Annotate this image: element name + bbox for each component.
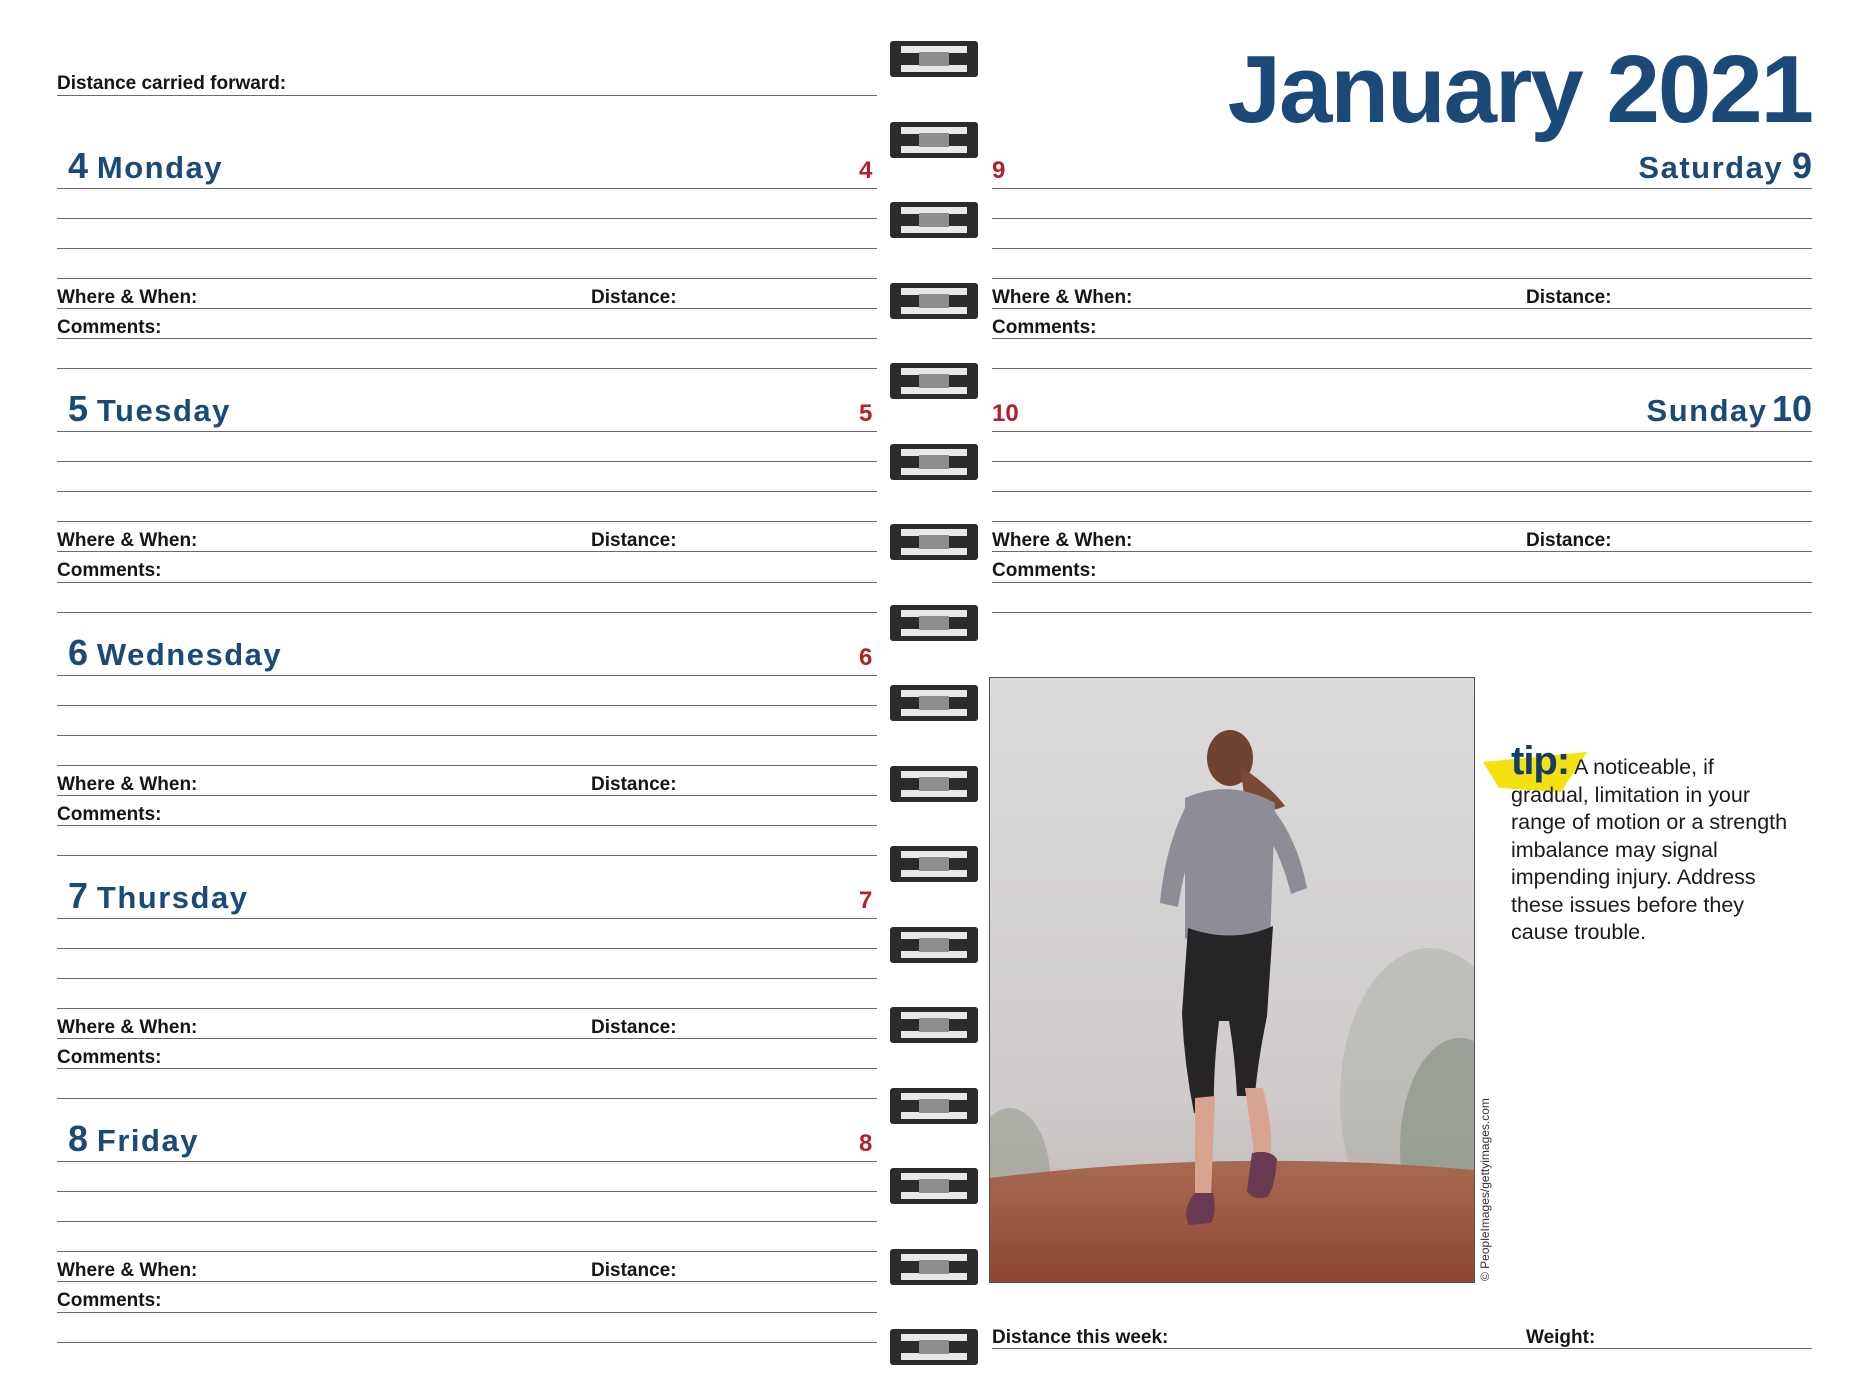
binding-coil [889, 923, 979, 967]
line [992, 582, 1812, 583]
line [57, 735, 877, 736]
line [57, 368, 877, 369]
binding-coil [889, 440, 979, 484]
comments-label: Comments: [57, 1290, 162, 1311]
binding-coil [889, 762, 979, 806]
day-number: 9 [1791, 145, 1812, 186]
edge-day-number: 7 [859, 887, 873, 914]
edge-day-number: 8 [859, 1130, 873, 1157]
runner-illustration [990, 678, 1474, 1282]
where-when-label: Where & When: [57, 1017, 198, 1038]
line [57, 431, 877, 432]
binding-coil [889, 1164, 979, 1208]
edge-day-number: 9 [992, 157, 1006, 184]
line [57, 461, 877, 462]
line [57, 1098, 877, 1099]
distance-label: Distance: [1526, 530, 1612, 551]
comments-label: Comments: [57, 804, 162, 825]
line [57, 1161, 877, 1162]
distance-label: Distance: [591, 1017, 677, 1038]
line [57, 765, 877, 766]
where-when-label: Where & When: [57, 774, 198, 795]
line [57, 705, 877, 706]
line [57, 1342, 877, 1343]
day-number: 10 [1771, 388, 1812, 429]
line [57, 825, 877, 826]
line [57, 918, 877, 919]
edge-day-number: 6 [859, 644, 873, 671]
binding-coil [889, 198, 979, 242]
line [57, 491, 877, 492]
line [57, 551, 877, 552]
binding-coil [889, 681, 979, 725]
line [992, 551, 1812, 552]
binding-coil [889, 359, 979, 403]
distance-label: Distance: [591, 530, 677, 551]
line [57, 1038, 877, 1039]
line [57, 1191, 877, 1192]
weight-label: Weight: [1526, 1327, 1596, 1348]
comments-label: Comments: [992, 317, 1097, 338]
line [57, 978, 877, 979]
line [992, 248, 1812, 249]
distance-label: Distance: [591, 774, 677, 795]
day-name: Wednesday [96, 637, 283, 672]
edge-day-number: 10 [992, 400, 1019, 427]
day-name: Friday [96, 1123, 199, 1158]
day-name: Monday [96, 150, 224, 185]
binding-coil [889, 1325, 979, 1369]
tip-text: A noticeable, if gradual, limitation in your range of motion or a strength imbalance may signal impending injury. Address these issues before they cause trouble. [1511, 755, 1788, 944]
line [57, 188, 877, 189]
tip-box [1489, 739, 1789, 947]
day-number: 6 [68, 632, 89, 673]
binding-coil [889, 118, 979, 162]
carried-forward-line [57, 95, 877, 96]
line [57, 582, 877, 583]
day-number: 5 [68, 388, 89, 429]
line [57, 278, 877, 279]
line [992, 308, 1812, 309]
binding-coil [889, 1084, 979, 1128]
page-title: January 2021 [1227, 36, 1812, 143]
carried-forward-label: Distance carried forward: [57, 73, 287, 94]
line [57, 1221, 877, 1222]
distance-label: Distance: [1526, 287, 1612, 308]
line [57, 338, 877, 339]
day-name: Tuesday [96, 393, 231, 428]
day-heading [68, 632, 283, 673]
distance-label: Distance: [591, 1260, 677, 1281]
photo-credit: © PeopleImages/gettyimages.com [1478, 1098, 1492, 1281]
binding-coil [889, 601, 979, 645]
binding-coil [889, 1003, 979, 1047]
binding-coil [889, 279, 979, 323]
line [992, 431, 1812, 432]
day-heading [68, 1118, 199, 1159]
day-heading [68, 875, 249, 916]
line [992, 338, 1812, 339]
tip-label: tip: [1511, 739, 1570, 783]
where-when-label: Where & When: [57, 1260, 198, 1281]
day-number: 4 [68, 145, 89, 186]
line [57, 795, 877, 796]
line [57, 612, 877, 613]
line [57, 675, 877, 676]
day-number: 7 [68, 875, 89, 916]
line [57, 1008, 877, 1009]
line [57, 218, 877, 219]
line [57, 1281, 877, 1282]
line [57, 855, 877, 856]
line [992, 521, 1812, 522]
line [992, 1348, 1812, 1349]
line [57, 1068, 877, 1069]
line [57, 521, 877, 522]
where-when-label: Where & When: [57, 530, 198, 551]
where-when-label: Where & When: [992, 287, 1133, 308]
runner-photo [989, 677, 1475, 1283]
binding-coil [889, 842, 979, 886]
day-heading [68, 145, 224, 186]
line [992, 218, 1812, 219]
line [57, 1312, 877, 1313]
comments-label: Comments: [57, 317, 162, 338]
line [992, 461, 1812, 462]
distance-this-week-label: Distance this week: [992, 1327, 1169, 1348]
binding-coil [889, 37, 979, 81]
line [992, 278, 1812, 279]
day-name: Saturday [1638, 150, 1784, 185]
binding-coil [889, 520, 979, 564]
where-when-label: Where & When: [992, 530, 1133, 551]
day-number: 8 [68, 1118, 89, 1159]
line [992, 612, 1812, 613]
line [57, 248, 877, 249]
where-when-label: Where & When: [57, 287, 198, 308]
distance-label: Distance: [591, 287, 677, 308]
line [992, 491, 1812, 492]
line [992, 368, 1812, 369]
day-name: Sunday [1646, 393, 1768, 428]
line [57, 308, 877, 309]
line [57, 948, 877, 949]
line [992, 188, 1812, 189]
day-heading [1646, 388, 1812, 429]
comments-label: Comments: [992, 560, 1097, 581]
comments-label: Comments: [57, 560, 162, 581]
comments-label: Comments: [57, 1047, 162, 1068]
edge-day-number: 4 [859, 157, 873, 184]
binding-coil [889, 1245, 979, 1289]
day-name: Thursday [96, 880, 249, 915]
edge-day-number: 5 [859, 400, 873, 427]
day-heading [1638, 145, 1812, 186]
line [57, 1251, 877, 1252]
day-heading [68, 388, 231, 429]
